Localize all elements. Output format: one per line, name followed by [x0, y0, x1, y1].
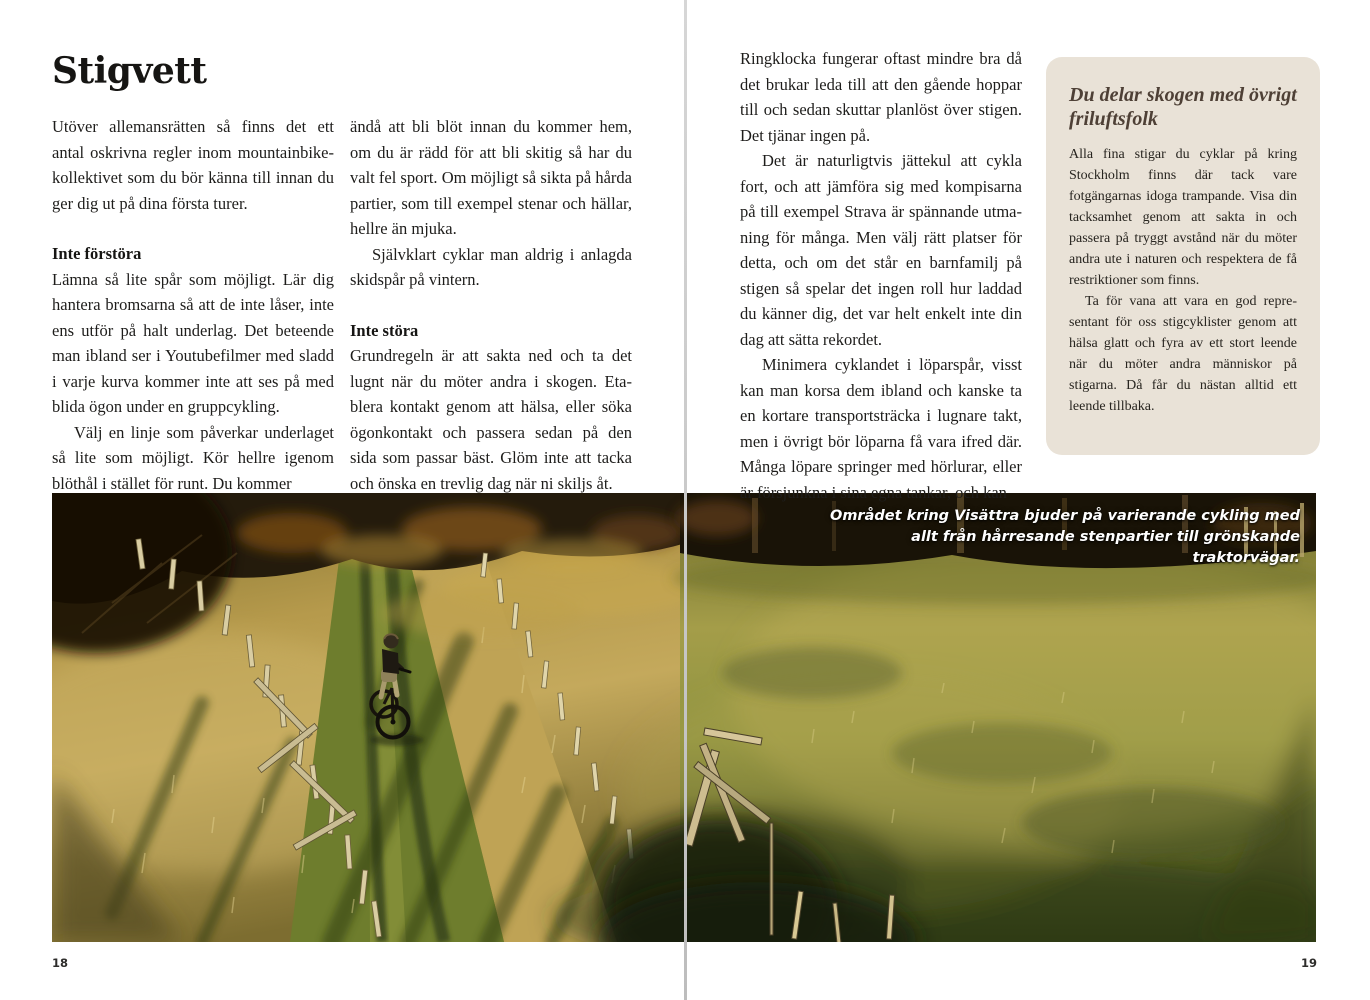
- left-page-column-1: [52, 114, 334, 496]
- page-title: Stigvett: [52, 50, 207, 92]
- paragraph: Självklart cyklar man aldrig i anlagda skidspår på vintern.: [350, 244, 632, 289]
- intro-paragraph: Utöver allemansrätten så finns det ett antal oskrivna regler inom mountainbikekollektivet som du bör känna till innan du ger dig ut på dina första turer.: [52, 117, 334, 213]
- paragraph: Grundregeln är att sakta ned och ta det lugnt när du möter andra i skogen. Etablera kontakt genom att hälsa, eller söka ögonkontakt och passera sedan på den sida som passar bäst. Glöm inte att tacka och önska en trevlig dag när ni skiljs åt.: [350, 346, 632, 493]
- page-number-left: 18: [52, 956, 69, 970]
- section-heading-inte-forstora: Inte förstöra: [52, 244, 142, 263]
- photo-caption: Området kring Visättra bjuder på varierande cykling med allt från hårresande stenpartier till grönskande traktorvägar.: [830, 508, 1300, 566]
- paragraph: Minimera cyklandet i löparspår, visst kan man korsa dem ibland och kanske ta en kortare transportsträcka i lugnare takt, men i övrigt bör löparna få vara ifred där. Många löpare springer med hörlurar, eller är försjunkna i sina egna tankar, och kan: [740, 355, 1022, 502]
- sidebar-paragraph: Alla fina stigar du cyklar på kring Stockholm finns där tack vare fotgängarnas idoga trampande. Visa din tacksamhet genom att sakta in och passera på tryggt avstånd när du möter andra ute i naturen och respektera de få restriktioner som finns.: [1069, 147, 1297, 288]
- sidebar-paragraph: Ta för vana att vara en god representant för oss stigcyklister genom att hälsa glatt och fyra av ett stort leende när du möter andra människor på stigarna. Då får du nästan alltid ett leende tillbaka.: [1069, 294, 1297, 414]
- sidebar-info-box: [1046, 57, 1320, 455]
- paragraph: Ringklocka fungerar oftast mindre bra då det brukar leda till att den gående hoppar till och sedan skuttar planlöst över stigen. Det tjänar ingen på.: [740, 49, 1022, 145]
- paragraph: Lämna så lite spår som möjligt. Lär dig hantera bromsarna så att de inte låser, inte ens utför på halt underlag. Det beteende man ibland ser i Youtubefilmer med sladd i varje kurva kommer inte att ses på med blida ögon under en gruppcykling.: [52, 269, 334, 416]
- page-gutter-divider: [684, 0, 687, 1000]
- section-heading-inte-stora: Inte störa: [350, 320, 419, 340]
- sidebar-heading: Du delar skogen med övrigt friluftsfolk: [1069, 84, 1297, 130]
- paragraph: Det är naturligtvis jättekul att cykla fort, och att jämföra sig med kompisarna på till exempel Strava är spännande utmaning för många. Men välj rätt platser för detta, och om det står en barnfamilj på stigen så spelar det ingen roll hur laddad du känner dig, det var helt enkelt inte din dag att sätta rekordet.: [740, 151, 1022, 349]
- paragraph: Välj en linje som påverkar underlaget så lite som möjligt. Kör hellre igenom blöthål i stället för runt. Du kommer: [52, 422, 334, 493]
- paragraph: ändå att bli blöt innan du kommer hem, om du är rädd för att bli skitig så har du valt fel sport. Om möjligt så sikta på hårda partier, som till exempel stenar och hällar, hellre än mjuka.: [350, 117, 632, 238]
- page-number-right: 19: [1301, 956, 1318, 970]
- left-page-column-2: [350, 114, 632, 496]
- right-page-column: [740, 46, 1022, 505]
